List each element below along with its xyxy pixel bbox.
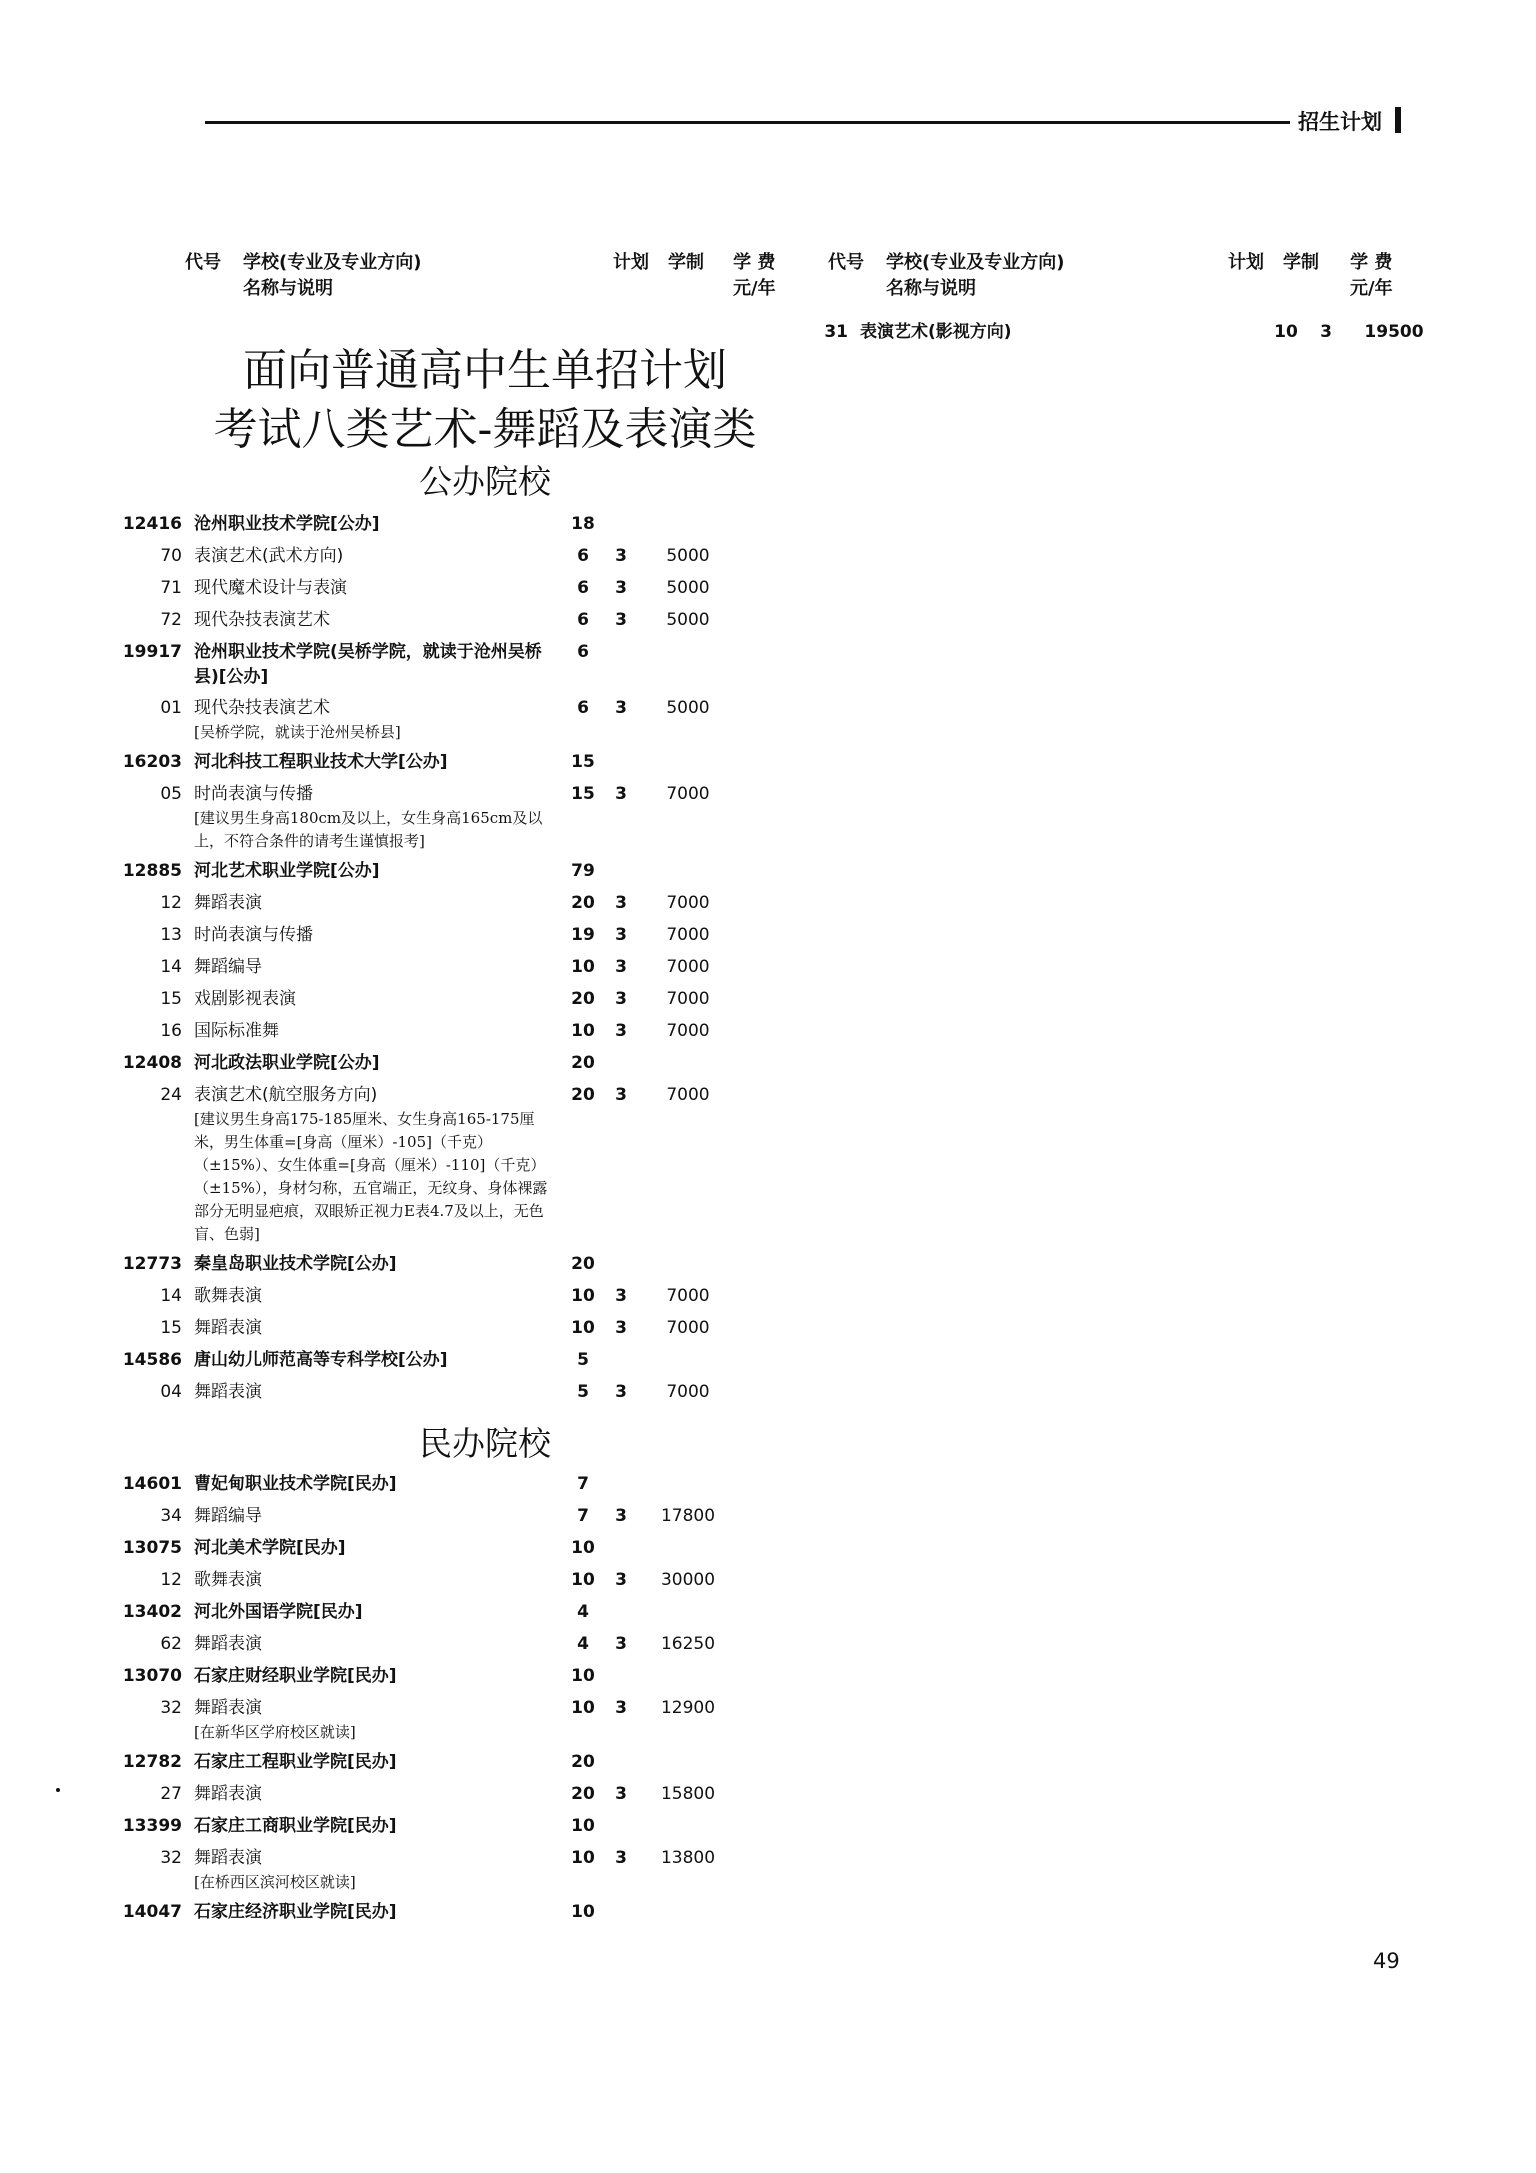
school-row — [120, 1814, 724, 1846]
major-row — [120, 1284, 724, 1316]
major-fee: 7000 — [666, 989, 710, 1009]
major-code: 32 — [160, 1698, 182, 1718]
col-head-plan: 计划 — [613, 252, 649, 273]
major-code: 31 — [824, 322, 848, 342]
major-fee: 7000 — [666, 1382, 710, 1402]
major-fee: 7000 — [666, 784, 710, 804]
school-code: 14047 — [122, 1902, 182, 1922]
major-years: 3 — [615, 1286, 627, 1306]
major-fee: 19500 — [1364, 322, 1424, 342]
stray-dot — [56, 1788, 60, 1792]
school-name: 石家庄财经职业学院[民办] — [194, 1666, 397, 1686]
major-years: 3 — [615, 925, 627, 945]
major-note: [建议男生身高175-185厘米、女生身高165-175厘米，男生体重=[身高（厘米）-105]（千克）（±15%）、女生体重=[身高（厘米）-110]（千克）（±15%），身材匀称，五官端正，无纹身、身体裸露部分无明显疤痕，双眼矫正视力E表4.7及以上，无色盲、色弱] — [194, 1110, 548, 1243]
col-head-school-right: 学校(专业及专业方向) 名称与说明 — [886, 252, 1065, 299]
major-years: 3 — [615, 698, 627, 718]
school-code: 16203 — [122, 752, 182, 772]
major-code: 14 — [160, 1286, 182, 1306]
major-fee: 16250 — [660, 1634, 716, 1654]
school-name: 唐山幼儿师范高等专科学校[公办] — [194, 1350, 448, 1370]
school-name: 河北科技工程职业技术大学[公办] — [194, 752, 448, 772]
major-name: 戏剧影视表演 — [194, 989, 296, 1009]
major-years: 3 — [615, 1848, 627, 1868]
school-row — [120, 1600, 724, 1632]
public-school-list — [120, 512, 724, 1412]
school-name: 石家庄工商职业学院[民办] — [194, 1816, 397, 1836]
major-fee: 7000 — [666, 893, 710, 913]
major-row — [120, 1504, 724, 1536]
major-row — [120, 923, 724, 955]
major-name: 舞蹈表演 — [194, 1382, 262, 1402]
major-plan: 20 — [571, 989, 595, 1009]
major-plan: 10 — [571, 1286, 595, 1306]
col-head-years-right: 学制 — [1283, 252, 1319, 273]
major-code: 72 — [160, 610, 182, 630]
school-name: 石家庄经济职业学院[民办] — [194, 1902, 397, 1922]
major-fee: 30000 — [660, 1570, 716, 1590]
major-row — [120, 1782, 724, 1814]
school-plan: 10 — [571, 1666, 595, 1686]
major-years: 3 — [615, 1784, 627, 1804]
major-fee: 5000 — [666, 546, 710, 566]
school-row — [120, 1664, 724, 1696]
school-code: 12408 — [122, 1053, 182, 1073]
major-code: 12 — [160, 893, 182, 913]
section-heading-public: 公办院校 — [419, 462, 551, 501]
major-plan: 4 — [577, 1634, 589, 1654]
major-row — [120, 955, 724, 987]
major-plan: 6 — [577, 546, 589, 566]
major-name: 舞蹈表演 — [194, 1784, 262, 1804]
major-row — [120, 1632, 724, 1664]
major-name: 国际标准舞 — [194, 1021, 279, 1041]
major-fee: 12900 — [660, 1698, 716, 1718]
school-plan: 15 — [571, 752, 595, 772]
major-code: 16 — [160, 1021, 182, 1041]
major-code: 13 — [160, 925, 182, 945]
major-note: [在桥西区滨河校区就读] — [194, 1873, 356, 1891]
major-code: 01 — [160, 698, 182, 718]
major-row — [120, 696, 724, 750]
major-fee: 13800 — [660, 1848, 716, 1868]
major-row — [120, 1696, 724, 1750]
major-plan: 20 — [571, 1085, 595, 1105]
major-fee: 15800 — [660, 1784, 716, 1804]
major-row — [120, 1380, 724, 1412]
school-row — [120, 1536, 724, 1568]
school-code: 12782 — [122, 1752, 182, 1772]
major-fee: 5000 — [666, 610, 710, 630]
major-note: [在新华区学府校区就读] — [194, 1723, 356, 1741]
school-name: 秦皇岛职业技术学院[公办] — [194, 1254, 397, 1274]
major-fee: 7000 — [666, 1286, 710, 1306]
school-plan: 5 — [577, 1350, 589, 1370]
major-plan: 10 — [571, 1570, 595, 1590]
major-plan: 7 — [577, 1506, 589, 1526]
major-row — [120, 782, 724, 859]
major-plan: 15 — [571, 784, 595, 804]
school-plan: 79 — [571, 861, 595, 881]
major-years: 3 — [615, 1382, 627, 1402]
school-code: 14586 — [122, 1350, 182, 1370]
major-plan: 5 — [577, 1382, 589, 1402]
page-title-line2: 考试八类艺术-舞蹈及表演类 — [213, 404, 757, 455]
major-name: 舞蹈表演 — [194, 1848, 262, 1868]
school-plan: 18 — [571, 514, 595, 534]
major-row — [120, 1019, 724, 1051]
major-years: 3 — [615, 1318, 627, 1338]
school-name: 河北外国语学院[民办] — [194, 1602, 363, 1622]
major-code: 15 — [160, 989, 182, 1009]
major-row — [120, 1568, 724, 1600]
major-fee: 7000 — [666, 957, 710, 977]
school-code: 13399 — [122, 1816, 182, 1836]
major-name: 舞蹈表演 — [194, 1634, 262, 1654]
school-name: 沧州职业技术学院[公办] — [194, 514, 380, 534]
school-plan: 20 — [571, 1254, 595, 1274]
school-plan: 10 — [571, 1902, 595, 1922]
school-name: 石家庄工程职业学院[民办] — [194, 1752, 397, 1772]
major-name: 现代魔术设计与表演 — [194, 578, 347, 598]
major-name: 歌舞表演 — [194, 1286, 262, 1306]
major-code: 71 — [160, 578, 182, 598]
school-code: 19917 — [122, 642, 182, 662]
major-code: 34 — [160, 1506, 182, 1526]
col-head-plan-right: 计划 — [1228, 252, 1264, 273]
private-school-list — [120, 1472, 724, 1932]
major-years: 3 — [615, 546, 627, 566]
major-fee: 5000 — [666, 578, 710, 598]
major-fee: 7000 — [666, 1318, 710, 1338]
major-name: 表演艺术(影视方向) — [860, 322, 1012, 342]
major-fee: 5000 — [666, 698, 710, 718]
school-name: 河北政法职业学院[公办] — [194, 1053, 380, 1073]
school-row — [120, 640, 724, 696]
col-head-code: 代号 — [185, 252, 221, 273]
major-row — [120, 1316, 724, 1348]
col-head-code-right: 代号 — [828, 252, 864, 273]
school-name: 河北艺术职业学院[公办] — [194, 861, 380, 881]
major-name: 舞蹈表演 — [194, 1318, 262, 1338]
major-plan: 10 — [571, 1698, 595, 1718]
school-code: 12885 — [122, 861, 182, 881]
major-code: 27 — [160, 1784, 182, 1804]
school-row — [120, 1900, 724, 1932]
major-code: 62 — [160, 1634, 182, 1654]
major-row — [120, 608, 724, 640]
major-years: 3 — [615, 1085, 627, 1105]
major-row — [120, 1846, 724, 1900]
header-end-bar — [1395, 107, 1401, 133]
major-plan: 10 — [1274, 322, 1298, 342]
col-head-fee-right: 学 费 元/年 — [1350, 252, 1393, 299]
school-row — [120, 1252, 724, 1284]
school-code: 12416 — [122, 514, 182, 534]
school-plan: 6 — [577, 642, 589, 662]
major-code: 14 — [160, 957, 182, 977]
school-name: 曹妃甸职业技术学院[民办] — [194, 1474, 397, 1494]
major-plan: 6 — [577, 698, 589, 718]
major-years: 3 — [615, 989, 627, 1009]
school-row — [120, 859, 724, 891]
major-years: 3 — [615, 893, 627, 913]
major-note: [吴桥学院，就读于沧州吴桥县] — [194, 723, 401, 741]
major-name: 舞蹈表演 — [194, 893, 262, 913]
major-fee: 7000 — [666, 1085, 710, 1105]
major-code: 32 — [160, 1848, 182, 1868]
school-plan: 10 — [571, 1538, 595, 1558]
school-row — [120, 1051, 724, 1083]
school-name: 沧州职业技术学院(吴桥学院，就读于沧州吴桥县)[公办] — [194, 642, 542, 687]
major-years: 3 — [1320, 322, 1332, 342]
page-number: 49 — [1373, 1949, 1400, 1973]
major-name: 时尚表演与传播 — [194, 784, 313, 804]
major-years: 3 — [615, 1634, 627, 1654]
major-name: 舞蹈编导 — [194, 1506, 262, 1526]
major-row — [786, 320, 1424, 352]
col-head-school: 学校(专业及专业方向) 名称与说明 — [243, 252, 422, 299]
major-years: 3 — [615, 957, 627, 977]
school-code: 12773 — [122, 1254, 182, 1274]
major-name: 舞蹈编导 — [194, 957, 262, 977]
major-code: 12 — [160, 1570, 182, 1590]
school-row — [120, 1750, 724, 1782]
school-plan: 20 — [571, 1053, 595, 1073]
school-row — [120, 512, 724, 544]
major-plan: 6 — [577, 578, 589, 598]
school-row — [120, 1472, 724, 1504]
major-code: 24 — [160, 1085, 182, 1105]
right-column-list — [786, 320, 1424, 352]
header-rule — [205, 121, 1290, 124]
major-name: 时尚表演与传播 — [194, 925, 313, 945]
major-years: 3 — [615, 1698, 627, 1718]
school-code: 13070 — [122, 1666, 182, 1686]
major-plan: 20 — [571, 1784, 595, 1804]
major-code: 70 — [160, 546, 182, 566]
col-head-years: 学制 — [668, 252, 704, 273]
major-plan: 6 — [577, 610, 589, 630]
section-heading-private: 民办院校 — [419, 1424, 551, 1463]
major-code: 15 — [160, 1318, 182, 1338]
major-years: 3 — [615, 784, 627, 804]
major-plan: 20 — [571, 893, 595, 913]
major-name: 表演艺术(武术方向) — [194, 546, 344, 566]
school-code: 14601 — [122, 1474, 182, 1494]
major-plan: 10 — [571, 1848, 595, 1868]
school-code: 13075 — [122, 1538, 182, 1558]
major-name: 歌舞表演 — [194, 1570, 262, 1590]
school-plan: 4 — [577, 1602, 589, 1622]
major-row — [120, 987, 724, 1019]
major-code: 04 — [160, 1382, 182, 1402]
major-row — [120, 576, 724, 608]
major-note: [建议男生身高180cm及以上，女生身高165cm及以上，不符合条件的请考生谨慎报考] — [194, 809, 543, 850]
major-name: 舞蹈表演 — [194, 1698, 262, 1718]
school-code: 13402 — [122, 1602, 182, 1622]
major-code: 05 — [160, 784, 182, 804]
school-plan: 10 — [571, 1816, 595, 1836]
major-years: 3 — [615, 1506, 627, 1526]
major-row — [120, 1083, 724, 1252]
major-name: 现代杂技表演艺术 — [194, 698, 330, 718]
major-years: 3 — [615, 610, 627, 630]
school-name: 河北美术学院[民办] — [194, 1538, 346, 1558]
major-row — [120, 544, 724, 576]
major-name: 表演艺术(航空服务方向) — [194, 1085, 378, 1105]
major-plan: 10 — [571, 1318, 595, 1338]
major-years: 3 — [615, 1570, 627, 1590]
major-years: 3 — [615, 578, 627, 598]
major-plan: 10 — [571, 957, 595, 977]
school-row — [120, 750, 724, 782]
major-plan: 10 — [571, 1021, 595, 1041]
major-fee: 7000 — [666, 925, 710, 945]
major-fee: 7000 — [666, 1021, 710, 1041]
major-fee: 17800 — [660, 1506, 716, 1526]
school-plan: 20 — [571, 1752, 595, 1772]
major-name: 现代杂技表演艺术 — [194, 610, 330, 630]
running-header-label: 招生计划 — [1298, 110, 1382, 134]
major-years: 3 — [615, 1021, 627, 1041]
major-row — [120, 891, 724, 923]
col-head-fee: 学 费 元/年 — [733, 252, 776, 299]
school-row — [120, 1348, 724, 1380]
page-title-line1: 面向普通高中生单招计划 — [243, 345, 727, 396]
school-plan: 7 — [577, 1474, 589, 1494]
major-plan: 19 — [571, 925, 595, 945]
